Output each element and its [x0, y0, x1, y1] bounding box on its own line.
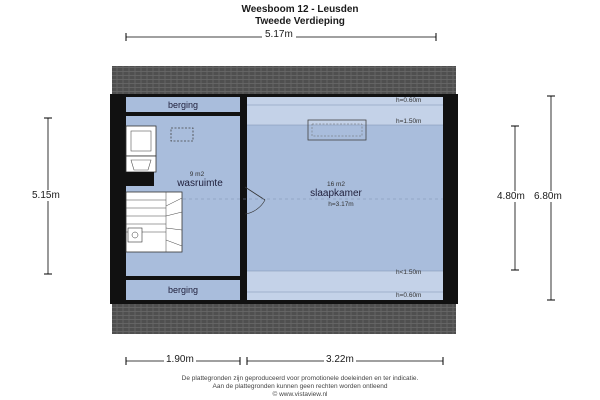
- floorplan-title: Weesboom 12 - Leusden: [241, 4, 359, 15]
- dim-left-label: 5.15m: [32, 190, 60, 201]
- appliance-block: [126, 126, 156, 186]
- slaapkamer-height: h=3.17m: [328, 201, 354, 208]
- floor-subtitle: Tweede Verdieping: [255, 16, 345, 27]
- height-label-bottom-2: h=0.60m: [396, 292, 422, 299]
- height-label-bottom-1: h<1.50m: [396, 269, 422, 276]
- wasruimte-area: 9 m2: [189, 171, 205, 178]
- room-wasruimte: wasruimte: [177, 178, 223, 189]
- berging-top-wall: [126, 112, 240, 116]
- center-wall-lower: [240, 214, 247, 300]
- roof-tiles-bottom: [112, 302, 456, 334]
- footer-disclaimer-1: De plattegronden zijn geproduceerd voor promotionele doeleinden en ter indicatie.: [181, 375, 419, 382]
- footer-disclaimer-2: Aan de plattegronden kunnen geen rechten worden ontleend: [212, 383, 388, 390]
- center-wall-upper: [240, 97, 247, 187]
- height-label-top-1: h=0.60m: [396, 97, 422, 104]
- slaapkamer-area: 16 m2: [326, 181, 346, 188]
- room-berging-top: berging: [167, 100, 199, 110]
- dim-bottom-left-label: 1.90m: [166, 354, 194, 365]
- footer-copyright: © www.vistaview.nl: [272, 391, 328, 398]
- dim-right-inner-label: 4.80m: [497, 191, 525, 202]
- height-label-top-2: h=1.50m: [396, 118, 422, 125]
- room-slaapkamer: slaapkamer: [310, 188, 362, 199]
- staircase: [126, 192, 182, 252]
- dim-bottom-right-label: 3.22m: [326, 354, 354, 365]
- roof-tiles-top: [112, 66, 456, 96]
- dim-right-outer-label: 6.80m: [534, 191, 562, 202]
- berging-bottom-wall: [126, 276, 240, 280]
- room-berging-bottom: berging: [167, 285, 199, 295]
- dim-top-label: 5.17m: [262, 29, 296, 40]
